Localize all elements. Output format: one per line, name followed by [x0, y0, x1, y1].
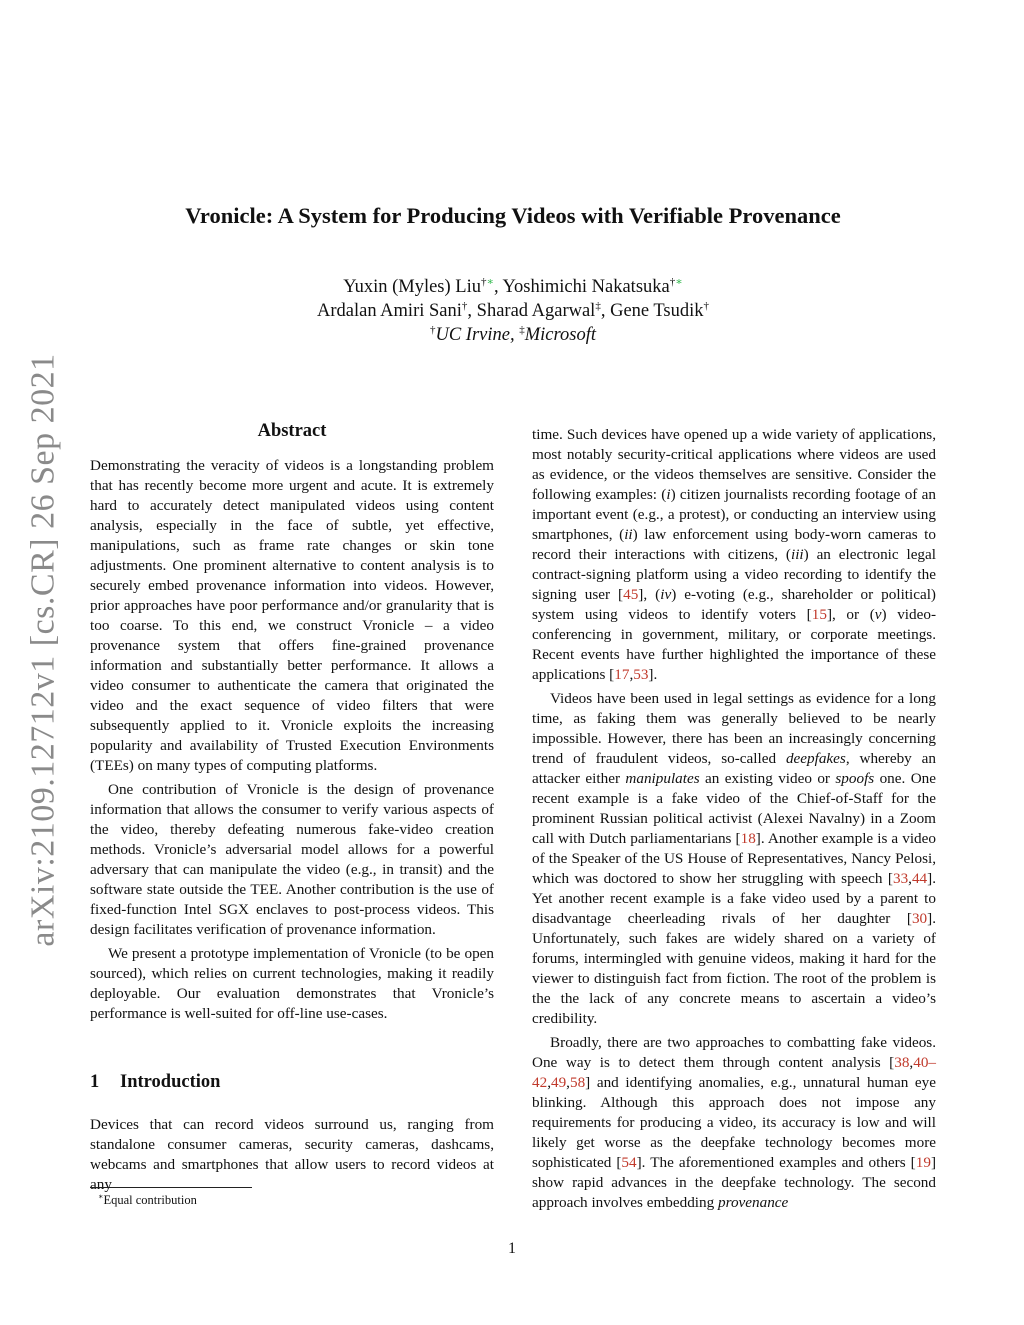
author-block — [90, 275, 936, 347]
affiliation-microsoft: Microsoft — [524, 325, 596, 345]
affiliation-mark: † — [461, 300, 468, 312]
author-line-1: Yuxin (Myles) Liu†∗, Yoshimichi Nakatsuka†∗ — [343, 276, 683, 297]
arxiv-identifier-stamp — [22, 355, 66, 945]
affiliation-mark: † — [703, 300, 709, 312]
citation-link[interactable]: 58 — [569, 1074, 586, 1091]
body-paragraph: Broadly, there are two approaches to combatting fake videos. One way is to detect them through content analysis [38,40–42,49,58] and identifying anomalies, e.g., unnatural human eye blinking. Although this approach does not impose any requirements for producing a video, its accuracy is low and will likely get worse as the deepfake technology becomes more sophisticated [54]. The aforementioned examples and others [19] show rapid advances in the deepfake technology. The second approach involves embedding provenance — [532, 1034, 936, 1211]
equal-contribution-mark[interactable]: ∗ — [675, 276, 683, 288]
citation-link[interactable]: 33 — [892, 870, 909, 887]
footnote-mark: ∗ — [98, 1192, 104, 1201]
citation-link[interactable]: 18 — [740, 830, 756, 847]
paper-title: Vronicle: A System for Producing Videos with Verifiable Provenance — [185, 203, 841, 228]
citation-link[interactable]: 49 — [550, 1074, 567, 1091]
abstract-heading: Abstract — [257, 421, 327, 441]
citation-link[interactable]: 38 — [894, 1054, 910, 1071]
author-name: Yoshimichi Nakatsuka — [502, 277, 670, 297]
author-name: Yuxin (Myles) Liu — [343, 277, 481, 297]
body-paragraph: Videos have been used in legal settings as evidence for a long time, as faking them was generally believed to be nearly impossible. However, there has been an increasingly concerning trend of fraudulent videos, so-called deepfakes, whereby an attacker either manipulates an existing video or spoofs one. One recent example is a fake video of the Chief-of-Staff for the prominent Russian political activist (Alexei Navalny) in a Zoom call with Dutch parliamentarians [18]. Another example is a video of the Speaker of the US House of Representatives, Nancy Pelosi, which was doctored to show her struggling with speech [33,44]. Yet another recent example is a fake video used by a parent to disadvantage cheerleading rivals of her daughter [30]. Unfortunately, such fakes are widely shared on a variety of forums, intermingled with genuine videos, making it hard for the viewer to distinguish fact from fiction. The root of the problem is the the lack of any concrete means to ascertain a video’s credibility. — [532, 690, 936, 1027]
abstract-paragraph: Demonstrating the veracity of videos is a longstanding problem that has recently become more urgent and acute. It is extremely hard to accurately detect manipulated videos using content analysis, especially in the face of subtle, yet effective, manipulations, such as frame rate changes or skin tone adjustments. One prominent alternative to content analysis is to securely embed provenance information into videos. However, prior approaches have poor performance and/or granularity that is too coarse. To this end, we construct Vronicle – a video provenance system that offers fine-grained provenance information and substantially better performance. It allows a video consumer to authenticate the camera that originated the video and the exact sequence of video filters that were subsequently applied to it. Vronicle exploits the increasing popularity and availability of Trusted Execution Environments (TEEs) on many types of computing platforms. — [90, 457, 494, 774]
abstract-paragraph: One contribution of Vronicle is the design of provenance information that allows the consumer to verify various aspects of the video, thereby defeating numerous fake-video creation methods. Vronicle’s adversarial model allows for a powerful adversary that can manipulate the video (e.g., in transit) and the software state outside the TEE. Another contribution is the use of fixed-function Intel SGX enclaves to post-process videos. This design facilitates verification of provenance information. — [90, 781, 494, 938]
introduction-body-left — [90, 1115, 494, 1195]
affiliation-mark: † — [429, 324, 436, 336]
section-title: Introduction — [120, 1072, 221, 1092]
affiliation-mark: † — [480, 276, 487, 288]
body-paragraph: Devices that can record videos surround us, ranging from standalone consumer cameras, security cameras, dashcams, webcams and smartphones that allow users to record videos at any — [90, 1116, 494, 1193]
author-name: Sharad Agarwal — [476, 301, 596, 321]
affiliation-mark: † — [669, 276, 676, 288]
author-name: Gene Tsudik — [610, 301, 704, 321]
citation-link[interactable]: 15 — [811, 606, 827, 623]
right-column — [532, 425, 936, 1213]
citation-link[interactable]: 40–42 — [532, 1054, 936, 1091]
author-line-2: Ardalan Amiri Sani†, Sharad Agarwal‡, Gene Tsudik† — [317, 300, 709, 321]
section-heading-introduction — [90, 1072, 220, 1093]
affiliation-uci: UC Irvine, — [435, 325, 515, 345]
citation-link[interactable]: 30 — [911, 910, 928, 927]
affiliation-line — [90, 323, 936, 347]
citation-link[interactable]: 53 — [633, 666, 649, 683]
page-number: 1 — [508, 1240, 516, 1257]
affiliation-mark: ‡ — [519, 324, 525, 336]
citation-link[interactable]: 45 — [623, 586, 639, 603]
citation-link[interactable]: 17 — [614, 666, 630, 683]
affiliation-mark: ‡ — [595, 300, 601, 312]
equal-contribution-mark[interactable]: ∗ — [486, 276, 494, 288]
arxiv-identifier: arXiv:2109.12712v1 [cs.CR] 26 Sep 2021 — [25, 353, 62, 947]
footnote — [98, 1192, 197, 1208]
author-name: Ardalan Amiri Sani — [317, 301, 462, 321]
section-number: 1 — [90, 1072, 100, 1092]
citation-link[interactable]: 54 — [621, 1154, 637, 1171]
citation-link[interactable]: 19 — [915, 1154, 931, 1171]
abstract-paragraph: We present a prototype implementation of Vronicle (to be open sourced), which relies on current technologies, making it readily deployable. Our evaluation demonstrates that Vronicle’s performance is well-suited for off-line use-cases. — [90, 945, 494, 1022]
abstract-body — [90, 456, 494, 1024]
footnote-rule — [90, 1187, 252, 1188]
footnote-text: Equal contribution — [103, 1193, 197, 1207]
citation-link[interactable]: 44 — [911, 870, 928, 887]
body-paragraph: time. Such devices have opened up a wide variety of applications, most notably security-critical applications where videos are used as evidence, or the videos themselves are sensitive. Consider the following examples: (i) citizen journalists recording footage of an important event (e.g., a protest), or conducting an interview using smartphones, (ii) law enforcement using body-worn cameras to record their interactions with citizens, (iii) an electronic legal contract-signing platform using a video recording to identify the signing user [45], (iv) e-voting (e.g., shareholder or political) system using videos to identify voters [15], or (v) video-conferencing in government, military, or corporate meetings. Recent events have further highlighted the importance of these applications [17,53]. — [532, 426, 936, 683]
